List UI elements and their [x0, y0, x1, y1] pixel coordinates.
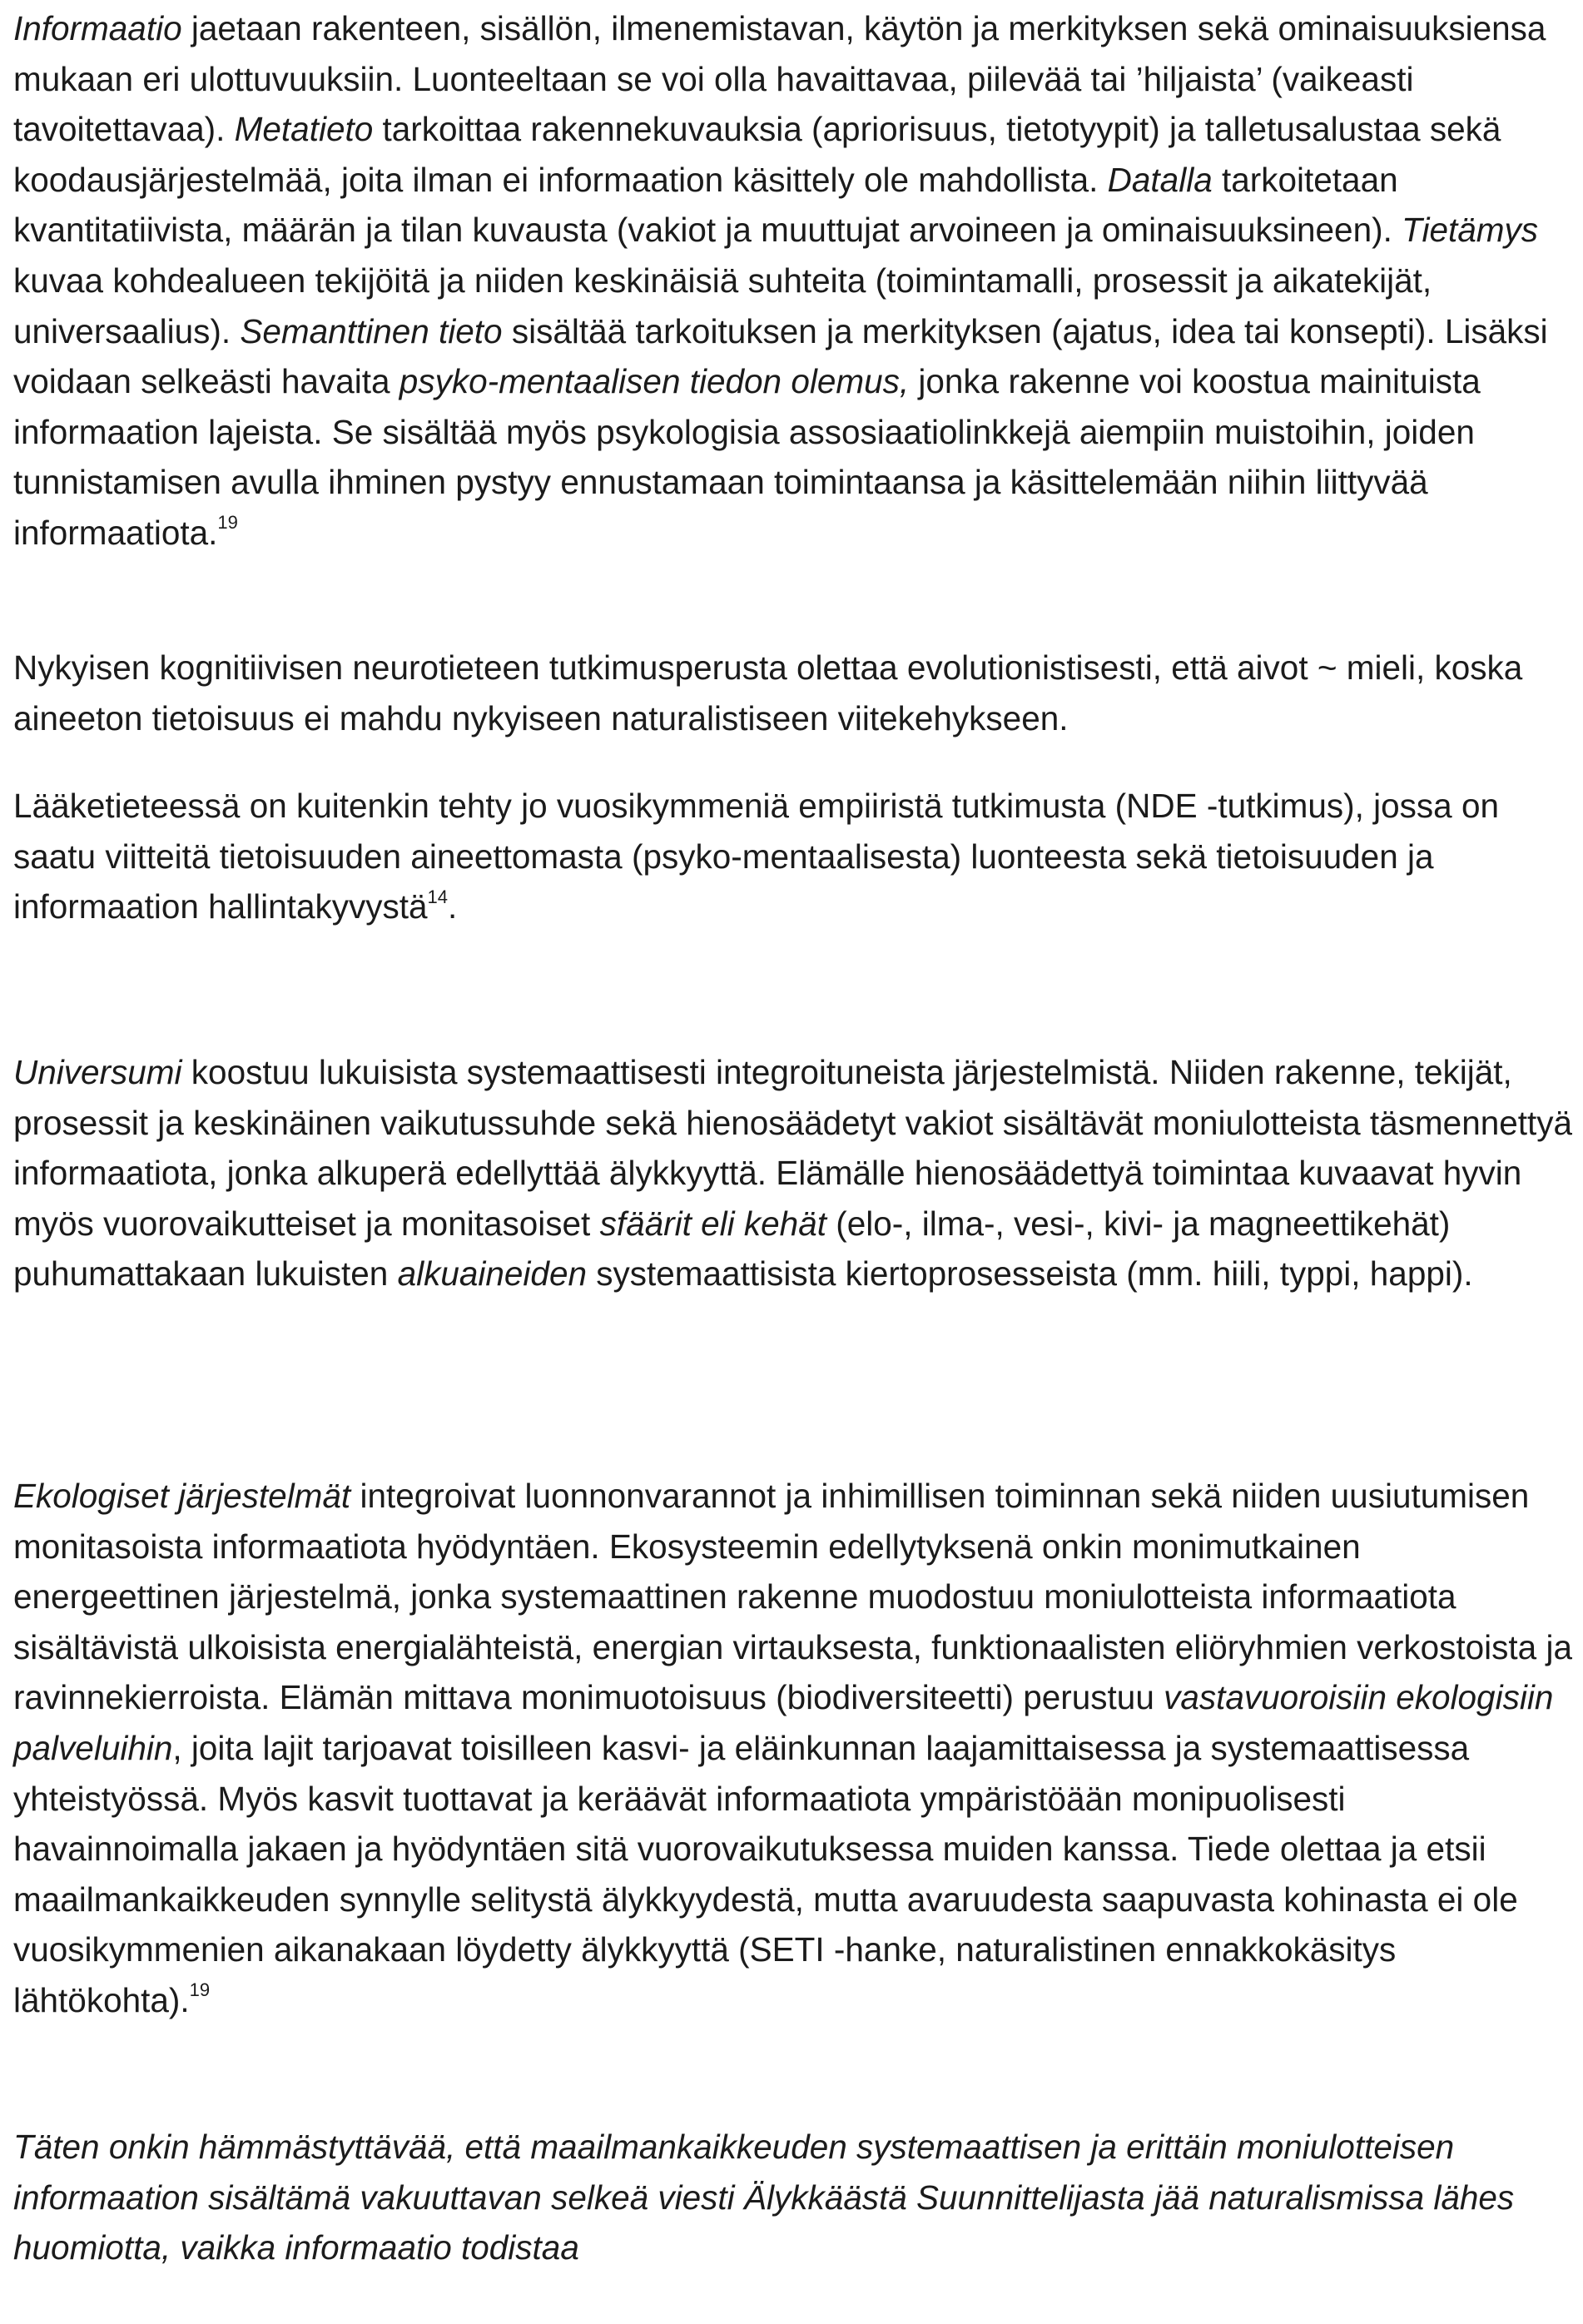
term-metatieto: Metatieto — [234, 110, 374, 149]
footnote-ref: 19 — [217, 512, 238, 534]
paragraph-universe — [13, 1047, 1575, 1299]
text-span: kuvaa kohdealueen tekijöitä ja niiden keskinäisiä suhteita (toimintamalli, prosessit ja aikatekijät, universaalius). — [13, 261, 1432, 350]
term-psyko-mentaalinen: psyko-mentaalisen tiedon olemus, — [399, 362, 910, 401]
text-span: jonka rakenne voi koostua mainituista informaation lajeista. Se sisältää myös psykologisia assosiaatiolinkkejä aiempiin muistoihin, joiden tunnistamisen avulla ihminen pystyy ennustamaan toimintaansa ja käsittelemään niihin liittyvää informaatiota. — [13, 362, 1481, 552]
text-span: integroivat luonnonvarannot ja inhimillisen toiminnan sekä niiden uusiutumisen monitasoista informaatiota hyödyntäen. Ekosysteemin edellytyksenä onkin monimutkainen energeettinen järjestelmä, jonka systemaattinen rakenne muodostuu moniulotteista informaatiota sisältävistä ulkoisista energialähteistä, energian virtauksesta, funktionaalisten eliöryhmien verkostoista ja ravinnekierroista. Elämän mittava monimuotoisuus (biodiversiteetti) perustuu — [13, 1477, 1572, 1717]
text-span: jaetaan rakenteen, sisällön, ilmenemistavan, käytön ja merkityksen sekä ominaisuuksiensa mukaan eri ulottuvuuksiin. Luonteeltaan se voi olla havaittavaa, piilevää tai ’hiljaista’ (vaikeasti tavoitettavaa). — [13, 9, 1546, 149]
term-datalla: Datalla — [1107, 160, 1213, 199]
text-span: , joita lajit tarjoavat toisilleen kasvi- ja eläinkunnan laajamittaisessa ja systemaattisessa yhteistyössä. Myös kasvit tuottavat ja keräävät informaatiota ympäristöään monipuolisesti havainnoimalla jakaen ja hyödyntäen sitä vuorovaikutuksessa muiden kanssa. Tiede olettaa ja etsii maailmankaikkeuden synnylle selitystä älykkyydestä, mutta avaruudesta saapuvasta kohinasta ei ole vuosikymmenien aikanakaan löydetty älykkyyttä (SETI -hanke, naturalistinen ennakkokäsitys lähtökohta). — [13, 1728, 1518, 2019]
paragraph-nde-research — [13, 781, 1575, 932]
term-informaatio: Informaatio — [13, 9, 182, 47]
text-span: Lääketieteessä on kuitenkin tehty jo vuosikymmeniä empiiristä tutkimusta (NDE -tutkimus), jossa on saatu viitteitä tietoisuuden aineettomasta (psyko-mentaalisesta) luonteesta sekä tietoisuuden ja informaation hallintakyvystä — [13, 787, 1499, 926]
text-span: Nykyisen kognitiivisen neurotieteen tutkimusperusta olettaa evolutionistisesti, että aivot ~ mieli, koska aineeton tietoisuus ei mahdu nykyiseen naturalistiseen viitekehykseen. — [13, 648, 1523, 737]
term-alkuaineiden: alkuaineiden — [397, 1254, 587, 1294]
term-vastavuoroiset-palvelut: vastavuoroisiin ekologisiin palveluihin — [13, 1678, 1554, 1767]
term-sfaarit: sfäärit eli kehät — [599, 1204, 826, 1243]
text-span: . — [447, 887, 458, 926]
paragraph-ecological-systems — [13, 1471, 1575, 2026]
text-span: sisältää tarkoituksen ja merkityksen (ajatus, idea tai konsepti). Lisäksi voidaan selkeästi havaita — [13, 311, 1548, 401]
text-span: koostuu lukuisista systemaattisesti integroituneista järjestelmistä. Niiden rakenne, tekijät, prosessit ja keskinäinen vaikutussuhde sekä hienosäädetyt vakiot sisältävät moniulotteista täsmennettyä informaatiota, jonka alkuperä edellyttää älykkyyttä. Elämälle hienosäädettyä toimintaa kuvaavat hyvin myös vuorovaikutteiset ja monitasoiset — [13, 1053, 1573, 1243]
term-universumi: Universumi — [13, 1053, 182, 1091]
footnote-ref: 14 — [427, 886, 448, 907]
term-ekologiset-jarjestelmat: Ekologiset järjestelmät — [13, 1477, 351, 1515]
term-semanttinen-tieto: Semanttinen tieto — [240, 311, 503, 350]
paragraph-conclusion — [13, 2122, 1575, 2273]
term-tietamys: Tietämys — [1402, 211, 1539, 250]
text-span: Täten onkin hämmästyttävää, että maailmankaikkeuden systemaattisen ja erittäin moniulotteisen informaation sisältämä vakuuttavan selkeä viesti Älykkäästä Suunnittelijasta jää naturalismissa lähes huomiotta, vaikka informaatio todistaa — [13, 2128, 1515, 2267]
text-span: tarkoittaa rakennekuvauksia (apriorisuus, tietotyypit) ja talletusalustaa sekä koodausjärjestelmää, joita ilman ei informaation käsittely ole mahdollista. — [13, 110, 1501, 199]
footnote-ref: 19 — [189, 1979, 211, 2001]
paragraph-information-types — [13, 3, 1575, 559]
text-span: tarkoitetaan kvantitatiivista, määrän ja tilan kuvausta (vakiot ja muuttujat arvoineen ja ominaisuuksineen). — [13, 160, 1402, 250]
paragraph-cognitive-neuroscience — [13, 643, 1575, 743]
text-span: (elo-, ilma-, vesi-, kivi- ja magneettikehät) puhumattakaan lukuisten — [13, 1204, 1451, 1294]
text-span: systemaattisista kiertoprosesseista (mm. hiili, typpi, happi). — [587, 1254, 1473, 1294]
